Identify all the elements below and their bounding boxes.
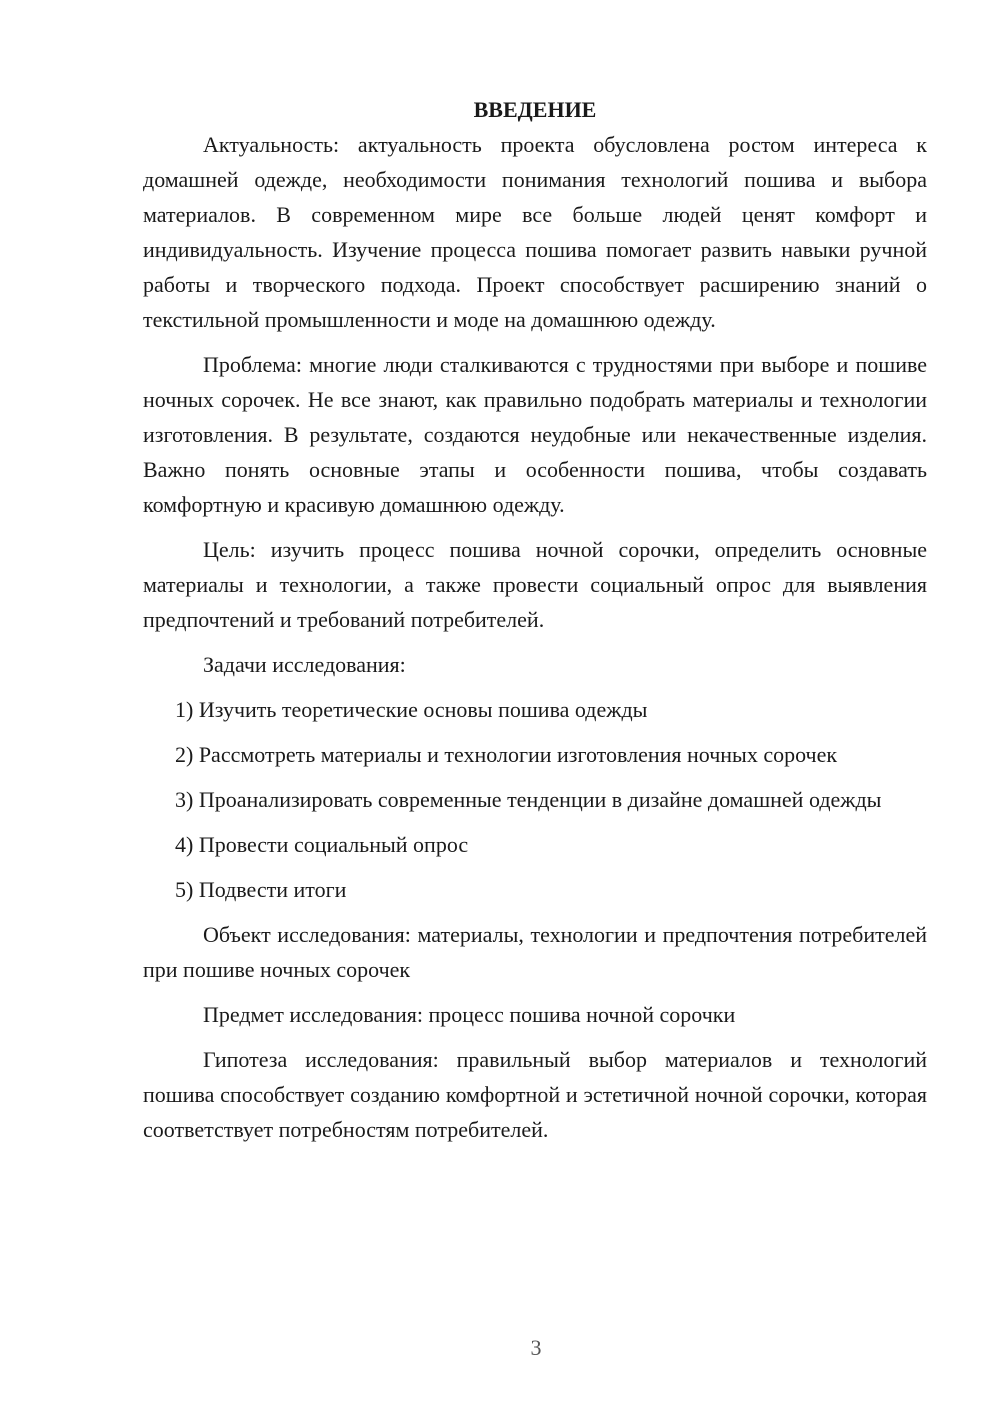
paragraph-relevance: Актуальность: актуальность проекта обусловлена ростом интереса к домашней одежде, необходимости понимания технологий пошива и выбора материалов. В современном мире все больше людей ценят комфорт и индивидуальность. Изучение процесса пошива помогает развить навыки ручной работы и творческого подхода. Проект способствует расширению знаний о текстильной промышленности и моде на домашнюю одежду. [143,132,927,332]
paragraph-subject: Предмет исследования: процесс пошива ночной сорочки [203,1002,736,1027]
page-number: 3 [530,1335,542,1360]
paragraph-hypothesis: Гипотеза исследования: правильный выбор материалов и технологий пошива способствует созданию комфортной и эстетичной ночной сорочки, которая соответствует потребностям потребителей. [143,1047,927,1142]
paragraph-object: Объект исследования: материалы, технологии и предпочтения потребителей при пошиве ночных сорочек [143,922,927,982]
section-title: ВВЕДЕНИЕ [473,97,597,122]
paragraph-problem: Проблема: многие люди сталкиваются с трудностями при выборе и пошиве ночных сорочек. Не все знают, как правильно подобрать материалы и технологии изготовления. В результате, создаются неудобные или некачественные изделия. Важно понять основные этапы и особенности пошива, чтобы создавать комфортную и красивую домашнюю одежду. [143,352,927,517]
paragraph-goal: Цель: изучить процесс пошива ночной сорочки, определить основные материалы и технологии, а также провести социальный опрос для выявления предпочтений и требований потребителей. [143,537,927,632]
task-item: 1) Изучить теоретические основы пошива одежды [175,697,648,722]
task-item: 2) Рассмотреть материалы и технологии изготовления ночных сорочек [175,742,838,767]
tasks-heading: Задачи исследования: [203,652,406,677]
page-content [143,92,927,1147]
task-item: 5) Подвести итоги [175,877,347,902]
task-item: 4) Провести социальный опрос [175,832,469,857]
task-item: 3) Проанализировать современные тенденции в дизайне домашней одежды [175,787,882,812]
